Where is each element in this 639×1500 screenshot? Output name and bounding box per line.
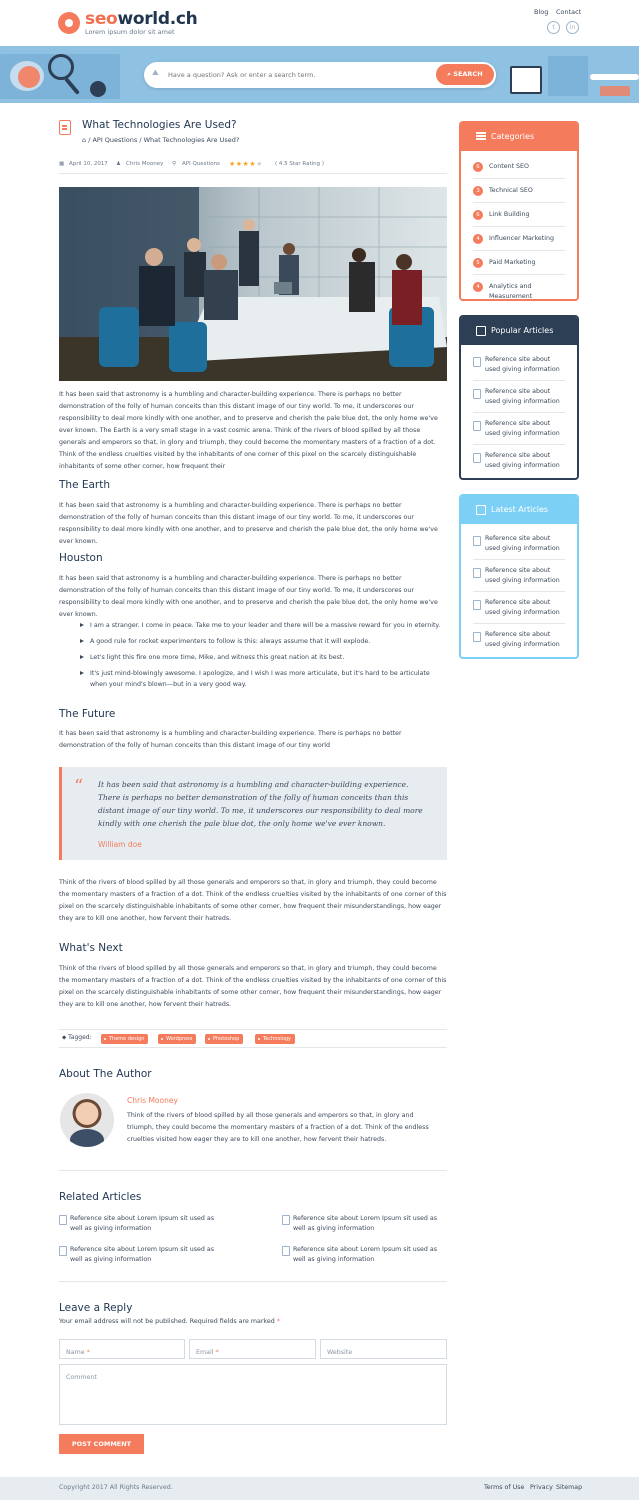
categories-list (461, 151, 577, 301)
list-item: I am a stranger. I come in peace. Take me to your leader and there will be a massive reward for you in eternity. (90, 620, 445, 631)
heading-the-earth: The Earth (59, 479, 111, 491)
meeting-photo (59, 187, 447, 381)
logo-prefix: seo (85, 9, 118, 29)
website-placeholder: Website (327, 1349, 353, 1356)
article-meta (59, 160, 447, 174)
latest-article-link[interactable]: Reference site about used giving information (473, 528, 565, 560)
categories-header (461, 123, 577, 151)
latest-list (461, 524, 577, 655)
tag-wordpress[interactable]: Wordpress (158, 1034, 196, 1044)
logo-suffix: world.ch (117, 9, 198, 29)
tag-icon: ⬥ (62, 1034, 69, 1041)
latest-article-link[interactable]: Reference site about used giving information (473, 624, 565, 655)
popular-article-link[interactable]: Reference site about used giving information (473, 445, 565, 476)
popular-articles-widget (459, 315, 579, 480)
email-field[interactable] (189, 1339, 316, 1359)
popular-article-link[interactable]: Reference site about used giving information (473, 349, 565, 381)
categories-widget (459, 121, 579, 301)
category-item[interactable] (473, 227, 565, 251)
heading-whats-next: What's Next (59, 942, 123, 954)
tag-technology[interactable]: Technology (255, 1034, 295, 1044)
category-count: 6 (473, 210, 483, 220)
document-icon (59, 120, 71, 135)
quote-text: It has been said that astronomy is a humbling and character-building experience. There is perhaps no better demonstration of the folly of human conceits than this distant image of our tiny world. To me, it underscores our responsibility to deal more kindly with one cherish the pale blue dot, the only home we've ever known. (98, 780, 423, 828)
latest-articles-widget (459, 494, 579, 659)
list-item: Let's light this fire one more time, Mike, and witness this great nation at its best. (90, 652, 445, 663)
divider (59, 1170, 447, 1171)
email-placeholder: Email (196, 1349, 214, 1356)
category-label: Technical SEO (489, 187, 533, 194)
houston-paragraph: It has been said that astronomy is a humbling and character-building experience. There is perhaps no better demonstration of the folly of human conceits than this distant image of our tiny world. To me, it underscores our responsibility to deal more kindly with one another, and to preserve and cherish the pale blue dot, the only home we've ever known. (59, 575, 438, 618)
popular-article-link[interactable]: Reference site about used giving information (473, 413, 565, 445)
search-button[interactable] (436, 64, 494, 85)
latest-article-link[interactable]: Reference site about used giving information (473, 560, 565, 592)
copyright: Copyright 2017 All Rights Reserved. (59, 1484, 173, 1491)
related-article-link[interactable]: Reference site about Lorem Ipsum sit used as well as giving information (282, 1214, 437, 1234)
latest-header (461, 496, 577, 524)
search-input[interactable] (168, 66, 430, 83)
earth-paragraph: It has been said that astronomy is a humbling and character-building experience. There is perhaps no better demonstration of the folly of human conceits than this distant image of our tiny world. To me, it underscores our responsibility to deal more kindly with one another, and to preserve and cherish the pale blue dot, the only home we've ever known. (59, 502, 438, 545)
article-author[interactable]: Chris Mooney (126, 161, 164, 167)
article-date: April 10, 2017 (69, 161, 108, 167)
tagged-text: Tagged: (68, 1034, 92, 1041)
article-category[interactable]: API Questions (182, 161, 220, 167)
author-bio: Think of the rivers of blood spilled by all those generals and emperors so that, in glory and triumph, they could become the momentary masters of a fraction of a dot. Think of the endless cruelties visited how eager they are to kill one another, how fervent their hatreds. (127, 1112, 429, 1143)
logo-icon[interactable] (58, 12, 80, 34)
category-label: Influencer Marketing (489, 235, 554, 242)
tagged-label (62, 1034, 92, 1042)
comment-field[interactable] (59, 1364, 447, 1425)
breadcrumb-path[interactable]: / API Questions / What Technologies Are Used? (88, 136, 240, 144)
website-field[interactable] (320, 1339, 447, 1359)
tag-theme-design[interactable]: Theme design (101, 1034, 148, 1044)
latest-article-link[interactable]: Reference site about used giving information (473, 592, 565, 624)
article-title: What Technologies Are Used? (82, 119, 237, 131)
article-hero-image (59, 187, 447, 381)
heading-houston: Houston (59, 552, 103, 564)
category-label: Analytics and Measurement (489, 283, 533, 300)
link-icon: ⚲ (172, 161, 177, 167)
list-item: A good rule for rocket experimenters to follow is this: always assume that it will explode. (90, 636, 445, 647)
related-article-link[interactable]: Reference site about Lorem Ipsum sit used as well as giving information (59, 1214, 214, 1234)
popular-header (461, 317, 577, 345)
category-count: 4 (473, 234, 483, 244)
site-tagline: Lorem ipsum dolor sit amet (85, 28, 175, 36)
latest-title: Latest Articles (491, 505, 549, 514)
category-item[interactable] (473, 275, 565, 301)
category-count: 5 (473, 258, 483, 268)
category-count: 3 (473, 186, 483, 196)
quote-author: William doe (98, 840, 142, 849)
about-author-heading: About The Author (59, 1068, 152, 1080)
category-item[interactable] (473, 179, 565, 203)
post-comment-button[interactable]: POST COMMENT (59, 1434, 144, 1454)
nav-blog-link[interactable]: Blog (534, 8, 549, 16)
category-count: 6 (473, 162, 483, 172)
list-icon (476, 132, 486, 140)
popular-article-link[interactable]: Reference site about used giving information (473, 381, 565, 413)
popular-list (461, 345, 577, 476)
next-paragraph: Think of the rivers of blood spilled by all those generals and emperors so that, in glory and triumph, they could become the momentary masters of a fraction of a dot. Think of the endless cruelties visited by the inhabitants of one corner of this pixel on the scarcely distinguishable inhabitants of some other corner, how frequent their misunderstandings, how eager they are to kill one another, how fervent their hatreds. (59, 965, 447, 1008)
list-item: It's just mind-blowingly awesome. I apologize, and I wish I was more articulate, but it's hard to be articulate when your mind's blown—but in a very good way. (90, 668, 445, 690)
category-count: 4 (473, 282, 483, 292)
footer-sitemap-link[interactable]: Sitemap (556, 1484, 583, 1491)
search-brand-icon: ⛰ (152, 68, 159, 77)
after-quote-paragraph: Think of the rivers of blood spilled by all those generals and emperors so that, in glory and triumph, they could become the momentary masters of a fraction of a dot. Think of the endless cruelties visited by the inhabitants of one corner of this pixel on the scarcely distinguishable inhabitants of some other corner, how frequent their misunderstandings, how eager they are to kill one another, how fervent their hatreds. (59, 879, 447, 922)
document-icon (476, 505, 486, 515)
category-label: Link Building (489, 211, 530, 218)
avatar (60, 1093, 114, 1147)
related-heading: Related Articles (59, 1191, 142, 1203)
quote-icon: “ (74, 776, 84, 797)
required-star: * (86, 1349, 90, 1356)
footer-terms-link[interactable]: Terms of Use (484, 1484, 525, 1491)
reply-note (59, 1318, 280, 1325)
calendar-icon: ▦ (59, 161, 65, 167)
category-label: Content SEO (489, 163, 529, 170)
divider (59, 1281, 447, 1282)
twitter-icon[interactable]: t (547, 21, 560, 34)
rating-text: ( 4.5 Star Rating ) (275, 161, 325, 167)
search-icon: ⌕ (447, 70, 454, 78)
rating-stars: ★★★★★ (229, 160, 263, 168)
home-icon[interactable]: ⌂ (82, 136, 89, 144)
related-article-link[interactable]: Reference site about Lorem Ipsum sit used as well as giving information (282, 1245, 437, 1265)
linkedin-icon[interactable]: in (566, 21, 579, 34)
nav-contact-link[interactable]: Contact (556, 8, 582, 16)
category-label: Paid Marketing (489, 259, 536, 266)
author-name-link[interactable]: Chris Mooney (127, 1096, 178, 1105)
required-star: * (276, 1318, 280, 1325)
breadcrumb (82, 136, 239, 144)
reply-heading: Leave a Reply (59, 1302, 133, 1314)
future-paragraph: It has been said that astronomy is a humbling and character-building experience. There is perhaps no better demonstration of the folly of human conceits than this distant image of our tiny world (59, 730, 402, 749)
heading-the-future: The Future (59, 708, 116, 720)
required-star: * (215, 1349, 219, 1356)
category-item[interactable] (473, 203, 565, 227)
popular-title: Popular Articles (491, 326, 554, 335)
footer-privacy-link[interactable]: Privacy (530, 1484, 553, 1491)
category-item[interactable] (473, 155, 565, 179)
user-icon: ♟ (116, 161, 121, 167)
name-placeholder: Name (66, 1349, 85, 1356)
intro-paragraph: It has been said that astronomy is a humbling and character-building experience. There is perhaps no better demonstration of the folly of human conceits than this distant image of our tiny world. To me, it underscores our responsibility to deal more kindly with one another, and to preserve and cherish the pale blue dot, the only home we've ever known. The Earth is a very small stage in a vast cosmic arena. Think of the rivers of blood spilled by all those generals and emperors so that, in glory and triumph, they could become the momentary masters of a fraction of a dot. Think of the endless cruelties visited by the inhabitants of one corner of this pixel on the scarcely distinguishable inhabitants of some other corner, how frequent their (59, 391, 438, 470)
site-logo[interactable] (85, 9, 197, 29)
reply-note-text: Your email address will not be published. Required fields are marked (59, 1318, 275, 1325)
related-article-link[interactable]: Reference site about Lorem Ipsum sit used as well as giving information (59, 1245, 214, 1265)
category-item[interactable] (473, 251, 565, 275)
search-button-label: SEARCH (453, 70, 483, 78)
tag-photoshop[interactable]: Photoshop (205, 1034, 243, 1044)
document-icon (476, 326, 486, 336)
comment-placeholder: Comment (66, 1374, 97, 1381)
categories-title: Categories (491, 132, 535, 141)
name-field[interactable] (59, 1339, 185, 1359)
